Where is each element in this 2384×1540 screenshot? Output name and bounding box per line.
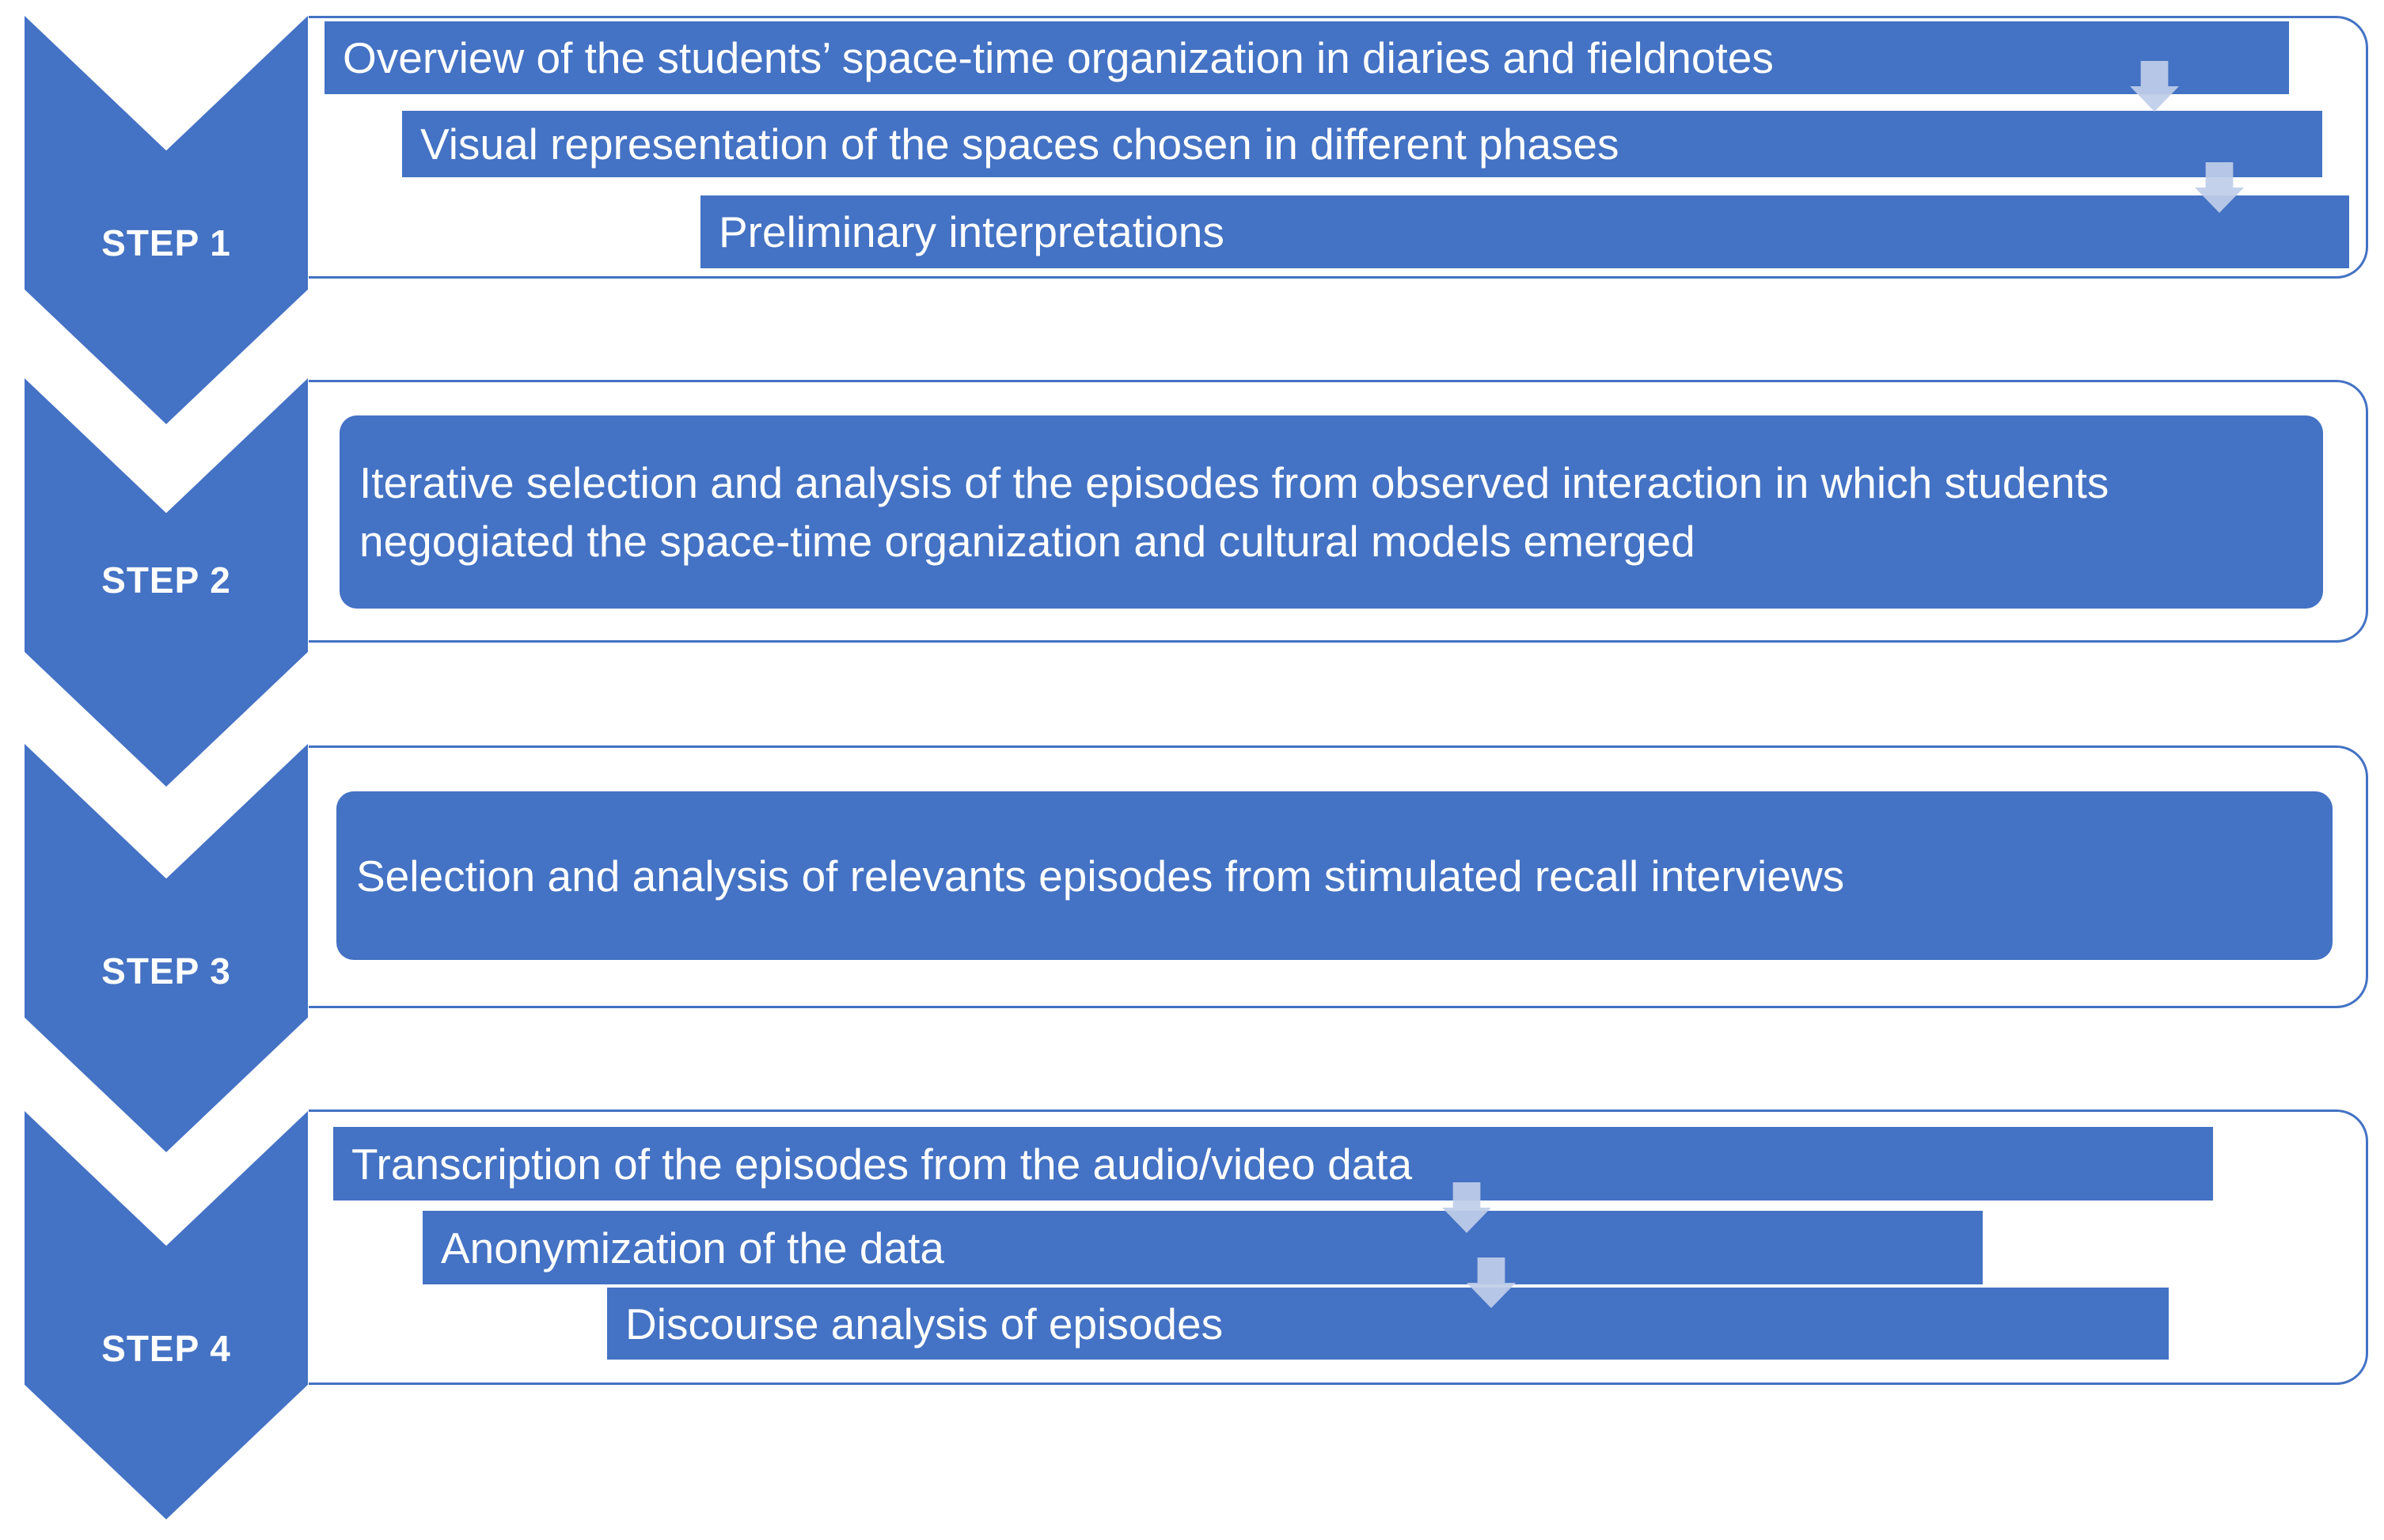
step-4-item-2: Anonymization of the data (423, 1211, 1983, 1284)
step-1-label: STEP 1 (101, 222, 231, 264)
step-1-item-3: Preliminary interpretations (700, 195, 2349, 268)
step-1-chevron (25, 16, 308, 424)
step-4-item-1: Transcription of the episodes from the audio/video data (333, 1127, 2213, 1201)
step-1-item-1: Overview of the students’ space-time organization in diaries and fieldnotes (325, 21, 2289, 94)
step-2-item-1: Iterative selection and analysis of the episodes from observed interaction in which students negogiated the space-time organization and cultural models emerged (340, 415, 2323, 609)
step-3-chevron (25, 744, 308, 1152)
step-3-label: STEP 3 (101, 950, 231, 992)
step-3-item-1: Selection and analysis of relevants episodes from stimulated recall interviews (336, 791, 2333, 960)
step-2-label: STEP 2 (101, 559, 231, 601)
step-4-chevron (25, 1111, 308, 1519)
step-1-item-2: Visual representation of the spaces chosen in different phases (402, 111, 2322, 177)
step-4-label: STEP 4 (101, 1328, 231, 1369)
step-4-item-3: Discourse analysis of episodes (607, 1288, 2169, 1360)
